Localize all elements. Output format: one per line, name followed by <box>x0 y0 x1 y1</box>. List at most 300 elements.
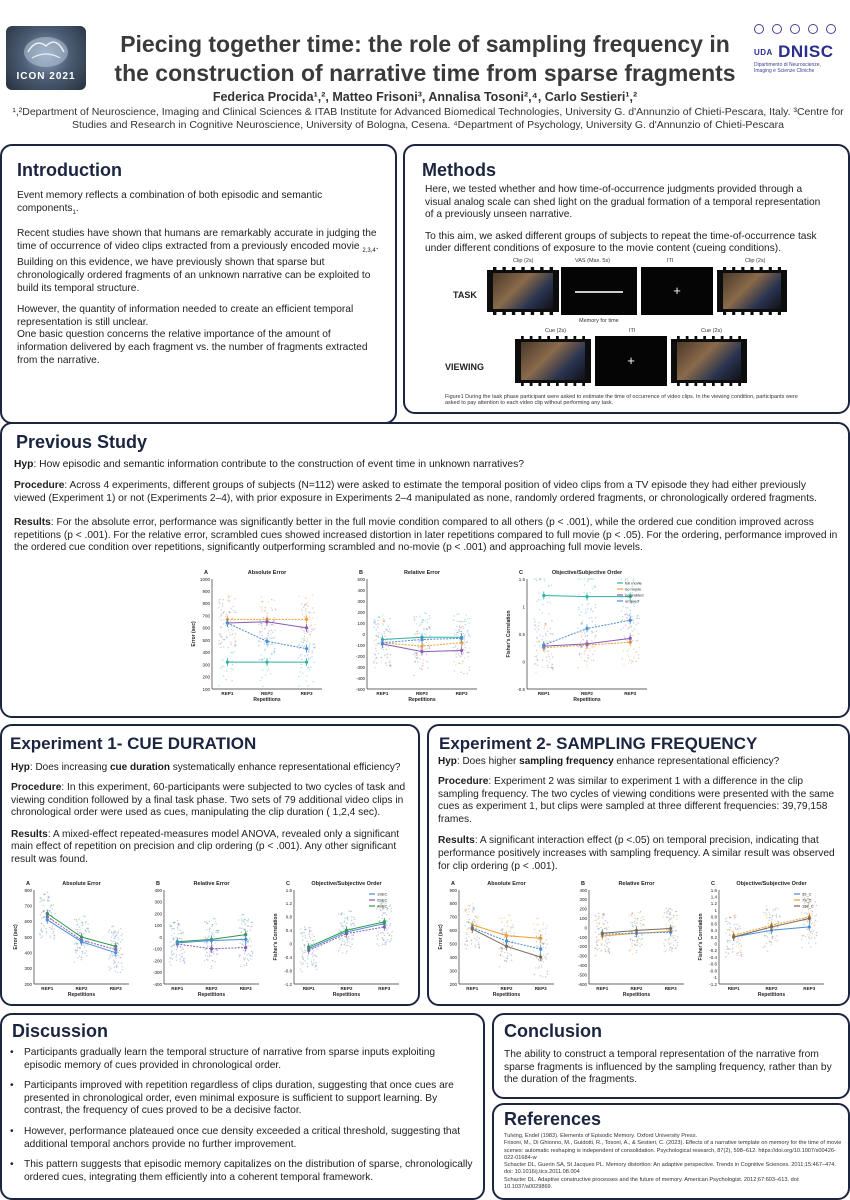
y-tick-label: -200 <box>152 958 162 964</box>
raw-data-point <box>677 942 678 943</box>
raw-data-point <box>501 947 502 948</box>
y-tick-label: 100 <box>579 916 587 921</box>
raw-data-point <box>300 655 301 656</box>
raw-data-point <box>422 662 423 663</box>
raw-data-point <box>596 940 597 941</box>
raw-data-point <box>633 649 634 650</box>
logo-mark: UDA <box>754 48 773 58</box>
raw-data-point <box>456 634 457 635</box>
raw-data-point <box>308 667 309 668</box>
raw-data-point <box>580 646 581 647</box>
raw-data-point <box>377 931 378 932</box>
raw-data-point <box>458 653 459 654</box>
raw-data-point <box>222 606 223 607</box>
raw-data-point <box>315 939 316 940</box>
raw-data-point <box>354 919 355 920</box>
raw-data-point <box>341 914 342 915</box>
raw-data-point <box>376 629 377 630</box>
raw-data-point <box>308 659 309 660</box>
raw-data-point <box>340 922 341 923</box>
raw-data-point <box>351 935 352 936</box>
raw-data-point <box>538 959 539 960</box>
panel-letter: B <box>156 881 160 887</box>
raw-data-point <box>383 619 384 620</box>
raw-data-point <box>726 917 727 918</box>
raw-data-point <box>462 628 463 629</box>
raw-data-point <box>540 578 541 579</box>
raw-data-point <box>223 646 224 647</box>
raw-data-point <box>176 949 177 950</box>
raw-data-point <box>215 923 216 924</box>
raw-data-point <box>609 942 610 943</box>
raw-data-point <box>768 923 769 924</box>
x-tick-label: REP3 <box>455 691 468 696</box>
raw-data-point <box>536 655 537 656</box>
y-tick-label: 200 <box>202 674 210 680</box>
raw-data-point <box>539 599 540 600</box>
mean-point <box>629 619 632 622</box>
raw-data-point <box>598 934 599 935</box>
raw-data-point <box>300 928 301 929</box>
raw-data-point <box>311 961 312 962</box>
raw-data-point <box>630 938 631 939</box>
raw-data-point <box>734 915 735 916</box>
raw-data-point <box>730 923 731 924</box>
x-tick-label: REP2 <box>75 986 88 991</box>
raw-data-point <box>467 914 468 915</box>
poster-title <box>100 30 750 88</box>
raw-data-point <box>212 945 213 946</box>
intro-p1-text: Event memory reflects a combination of both episodic and semantic components <box>17 190 323 214</box>
raw-data-point <box>269 637 270 638</box>
raw-data-point <box>595 587 596 588</box>
raw-data-point <box>638 658 639 659</box>
raw-data-point <box>78 937 79 938</box>
raw-data-point <box>169 957 170 958</box>
raw-data-point <box>338 950 339 951</box>
raw-data-point <box>341 926 342 927</box>
raw-data-point <box>303 640 304 641</box>
raw-data-point <box>42 916 43 917</box>
raw-data-point <box>386 925 387 926</box>
raw-data-point <box>633 926 634 927</box>
raw-data-point <box>222 603 223 604</box>
raw-data-point <box>183 960 184 961</box>
raw-data-point <box>300 664 301 665</box>
raw-data-point <box>466 938 467 939</box>
raw-data-point <box>42 935 43 936</box>
mean-point <box>265 640 268 643</box>
raw-data-point <box>375 654 376 655</box>
raw-data-point <box>598 947 599 948</box>
raw-data-point <box>601 943 602 944</box>
raw-data-point <box>175 956 176 957</box>
raw-data-point <box>272 632 273 633</box>
raw-data-point <box>315 965 316 966</box>
raw-data-point <box>228 596 229 597</box>
raw-data-point <box>171 954 172 955</box>
raw-data-point <box>741 937 742 938</box>
raw-data-point <box>510 928 511 929</box>
experiment1-charts <box>2 876 420 1006</box>
raw-data-point <box>631 943 632 944</box>
raw-data-point <box>577 627 578 628</box>
raw-data-point <box>736 929 737 930</box>
raw-data-point <box>578 646 579 647</box>
mean-point <box>635 929 638 932</box>
raw-data-point <box>307 958 308 959</box>
raw-data-point <box>539 609 540 610</box>
y-tick-label: 300 <box>154 899 162 905</box>
icon-conference-logo <box>6 26 86 90</box>
previous-study-title: Previous Study <box>16 432 148 452</box>
raw-data-point <box>242 921 243 922</box>
raw-data-point <box>605 920 606 921</box>
raw-data-point <box>44 894 45 895</box>
references-panel <box>492 1103 850 1200</box>
raw-data-point <box>535 931 536 932</box>
legend-label: 39_C <box>802 891 812 897</box>
raw-data-point <box>177 927 178 928</box>
raw-data-point <box>467 641 468 642</box>
raw-data-point <box>677 945 678 946</box>
y-axis-label: Fisher's Correlation <box>698 913 704 961</box>
raw-data-point <box>50 937 51 938</box>
raw-data-point <box>453 615 454 616</box>
raw-data-point <box>469 636 470 637</box>
raw-data-point <box>603 913 604 914</box>
raw-data-point <box>52 933 53 934</box>
raw-data-point <box>739 943 740 944</box>
y-tick-label: 500 <box>202 637 210 643</box>
intro-citation: 2,3,4 <box>362 247 376 254</box>
raw-data-point <box>429 628 430 629</box>
y-tick-label: 200 <box>154 911 162 917</box>
raw-data-point <box>259 622 260 623</box>
raw-data-point <box>234 644 235 645</box>
mean-point <box>226 661 229 664</box>
raw-data-point <box>313 942 314 943</box>
raw-data-point <box>777 921 778 922</box>
raw-data-point <box>605 941 606 942</box>
hyp-label: Hyp <box>11 762 30 773</box>
raw-data-point <box>672 922 673 923</box>
raw-data-point <box>229 601 230 602</box>
raw-data-point <box>501 951 502 952</box>
raw-data-point <box>181 953 182 954</box>
raw-data-point <box>429 646 430 647</box>
y-tick-label: -200 <box>355 653 365 659</box>
raw-data-point <box>511 960 512 961</box>
raw-data-point <box>274 600 275 601</box>
raw-data-point <box>390 654 391 655</box>
x-tick-label: REP1 <box>41 986 54 991</box>
raw-data-point <box>634 921 635 922</box>
raw-data-point <box>469 670 470 671</box>
y-tick-label: 700 <box>202 613 210 619</box>
results-text: : A mixed-effect repeated-measures model ANOVA, revealed only a significant main effect of repetition on precision and clip ordering (p < .001). Any other significant result was found. <box>11 828 400 865</box>
raw-data-point <box>763 947 764 948</box>
mean-point <box>210 939 213 942</box>
raw-data-point <box>383 631 384 632</box>
raw-data-point <box>804 912 805 913</box>
raw-data-point <box>116 967 117 968</box>
x-tick-label: REP2 <box>260 691 274 696</box>
raw-data-point <box>350 923 351 924</box>
raw-data-point <box>380 910 381 911</box>
raw-data-point <box>392 931 393 932</box>
raw-data-point <box>632 631 633 632</box>
raw-data-point <box>535 956 536 957</box>
raw-data-point <box>740 950 741 951</box>
raw-data-point <box>41 912 42 913</box>
raw-data-point <box>79 926 80 927</box>
reference-item: Schacter DL, Guerin SA, St Jacques PL. Memory distortion: An adaptive perspective. Trends in Cognitive Sciences. 2011;15:467–474. doi: 10.1016/j.tics.2011.08.004 <box>504 1162 836 1176</box>
raw-data-point <box>605 936 606 937</box>
raw-data-point <box>535 578 536 579</box>
raw-data-point <box>591 646 592 647</box>
raw-data-point <box>507 958 508 959</box>
y-tick-label: -0.4 <box>284 954 292 960</box>
raw-data-point <box>671 926 672 927</box>
raw-data-point <box>776 916 777 917</box>
raw-data-point <box>347 941 348 942</box>
previous-study-charts <box>2 569 850 709</box>
raw-data-point <box>581 636 582 637</box>
raw-data-point <box>377 643 378 644</box>
raw-data-point <box>40 914 41 915</box>
raw-data-point <box>351 939 352 940</box>
raw-data-point <box>173 944 174 945</box>
raw-data-point <box>549 597 550 598</box>
raw-data-point <box>44 910 45 911</box>
raw-data-point <box>311 656 312 657</box>
raw-data-point <box>606 929 607 930</box>
raw-data-point <box>640 932 641 933</box>
raw-data-point <box>729 916 730 917</box>
raw-data-point <box>233 638 234 639</box>
raw-data-point <box>228 595 229 596</box>
raw-data-point <box>243 935 244 936</box>
raw-data-point <box>545 635 546 636</box>
raw-data-point <box>534 645 535 646</box>
raw-data-point <box>219 634 220 635</box>
authors: Federica Procida¹,², Matteo Frisoni³, Annalisa Tosoni²,⁴, Carlo Sestieri¹,² <box>212 90 638 104</box>
raw-data-point <box>305 610 306 611</box>
raw-data-point <box>267 613 268 614</box>
raw-data-point <box>382 915 383 916</box>
raw-data-point <box>210 951 211 952</box>
raw-data-point <box>536 601 537 602</box>
raw-data-point <box>261 631 262 632</box>
raw-data-point <box>776 923 777 924</box>
x-tick-label: REP2 <box>765 986 778 991</box>
raw-data-point <box>766 935 767 936</box>
raw-data-point <box>468 622 469 623</box>
raw-data-point <box>350 946 351 947</box>
raw-data-point <box>351 925 352 926</box>
discussion-panel <box>0 1013 485 1200</box>
mean-point <box>542 594 545 597</box>
raw-data-point <box>79 929 80 930</box>
raw-data-point <box>117 947 118 948</box>
raw-data-point <box>344 940 345 941</box>
x-tick-label: REP2 <box>340 986 353 991</box>
raw-data-point <box>110 968 111 969</box>
raw-data-point <box>222 599 223 600</box>
raw-data-point <box>169 924 170 925</box>
raw-data-point <box>172 959 173 960</box>
raw-data-point <box>76 919 77 920</box>
raw-data-point <box>631 660 632 661</box>
raw-data-point <box>222 666 223 667</box>
raw-data-point <box>217 932 218 933</box>
raw-data-point <box>345 942 346 943</box>
raw-data-point <box>801 947 802 948</box>
raw-data-point <box>383 912 384 913</box>
raw-data-point <box>547 651 548 652</box>
raw-data-point <box>454 647 455 648</box>
y-tick-label: -100 <box>355 642 365 648</box>
raw-data-point <box>817 921 818 922</box>
raw-data-point <box>538 593 539 594</box>
raw-data-point <box>312 940 313 941</box>
raw-data-point <box>668 925 669 926</box>
raw-data-point <box>775 915 776 916</box>
raw-data-point <box>579 615 580 616</box>
raw-data-point <box>542 612 543 613</box>
raw-data-point <box>301 932 302 933</box>
raw-data-point <box>631 933 632 934</box>
raw-data-point <box>815 943 816 944</box>
raw-data-point <box>458 629 459 630</box>
raw-data-point <box>501 918 502 919</box>
raw-data-point <box>587 581 588 582</box>
raw-data-point <box>350 932 351 933</box>
x-axis-label: Repetitions <box>757 992 786 998</box>
raw-data-point <box>205 955 206 956</box>
raw-data-point <box>587 579 588 580</box>
raw-data-point <box>775 907 776 908</box>
raw-data-point <box>385 635 386 636</box>
raw-data-point <box>111 943 112 944</box>
raw-data-point <box>416 636 417 637</box>
raw-data-point <box>274 617 275 618</box>
raw-data-point <box>248 960 249 961</box>
raw-data-point <box>676 915 677 916</box>
raw-data-point <box>668 942 669 943</box>
raw-data-point <box>114 943 115 944</box>
x-tick-label: REP1 <box>596 986 609 991</box>
raw-data-point <box>675 940 676 941</box>
raw-data-point <box>587 608 588 609</box>
iti-screen <box>595 336 667 386</box>
raw-data-point <box>585 636 586 637</box>
raw-data-point <box>179 954 180 955</box>
raw-data-point <box>347 918 348 919</box>
raw-data-point <box>667 910 668 911</box>
raw-data-point <box>214 918 215 919</box>
raw-data-point <box>227 637 228 638</box>
mean-point <box>265 661 268 664</box>
x-tick-label: REP2 <box>630 986 643 991</box>
raw-data-point <box>173 953 174 954</box>
raw-data-point <box>204 960 205 961</box>
raw-data-point <box>226 636 227 637</box>
chart-e2-B <box>578 881 684 998</box>
raw-data-point <box>205 948 206 949</box>
hyp-text: : How episodic and semantic information contribute to the construction of event time in unknown narratives? <box>33 459 524 470</box>
raw-data-point <box>261 623 262 624</box>
raw-data-point <box>729 929 730 930</box>
raw-data-point <box>50 907 51 908</box>
raw-data-point <box>271 653 272 654</box>
raw-data-point <box>79 955 80 956</box>
raw-data-point <box>239 956 240 957</box>
y-tick-label: -400 <box>355 675 365 681</box>
intro-p2b-text: . Building on this evidence, we have previously shown that sparse but chronologically ordered fragments of an unknown narrative can be exploited to build its temporal structure. <box>17 240 379 294</box>
raw-data-point <box>84 946 85 947</box>
raw-data-point <box>592 621 593 622</box>
raw-data-point <box>303 638 304 639</box>
raw-data-point <box>504 917 505 918</box>
raw-data-point <box>261 625 262 626</box>
raw-data-point <box>389 618 390 619</box>
raw-data-point <box>552 667 553 668</box>
raw-data-point <box>344 936 345 937</box>
raw-data-point <box>676 911 677 912</box>
raw-data-point <box>771 917 772 918</box>
raw-data-point <box>640 926 641 927</box>
raw-data-point <box>341 944 342 945</box>
raw-data-point <box>415 633 416 634</box>
raw-data-point <box>454 619 455 620</box>
raw-data-point <box>207 945 208 946</box>
y-tick-label: 0 <box>714 941 717 947</box>
raw-data-point <box>220 647 221 648</box>
raw-data-point <box>179 959 180 960</box>
raw-data-point <box>536 659 537 660</box>
raw-data-point <box>220 633 221 634</box>
raw-data-point <box>502 932 503 933</box>
discussion-bullet: • Participants gradually learn the temporal structure of narrative from sparse inputs exploiting episodic memory of cues provided in chronological order. <box>10 1047 475 1072</box>
raw-data-point <box>539 954 540 955</box>
raw-data-point <box>456 651 457 652</box>
raw-data-point <box>303 607 304 608</box>
y-tick-label: 400 <box>154 887 162 893</box>
raw-data-point <box>206 921 207 922</box>
raw-data-point <box>540 935 541 936</box>
raw-data-point <box>111 941 112 942</box>
raw-data-point <box>512 940 513 941</box>
raw-data-point <box>808 909 809 910</box>
raw-data-point <box>636 923 637 924</box>
raw-data-point <box>303 932 304 933</box>
raw-data-point <box>631 946 632 947</box>
raw-data-point <box>499 917 500 918</box>
raw-data-point <box>373 621 374 622</box>
raw-data-point <box>260 606 261 607</box>
raw-data-point <box>471 940 472 941</box>
raw-data-point <box>591 617 592 618</box>
raw-data-point <box>772 936 773 937</box>
raw-data-point <box>773 928 774 929</box>
raw-data-point <box>545 976 546 977</box>
raw-data-point <box>632 922 633 923</box>
raw-data-point <box>385 665 386 666</box>
raw-data-point <box>456 656 457 657</box>
raw-data-point <box>232 630 233 631</box>
